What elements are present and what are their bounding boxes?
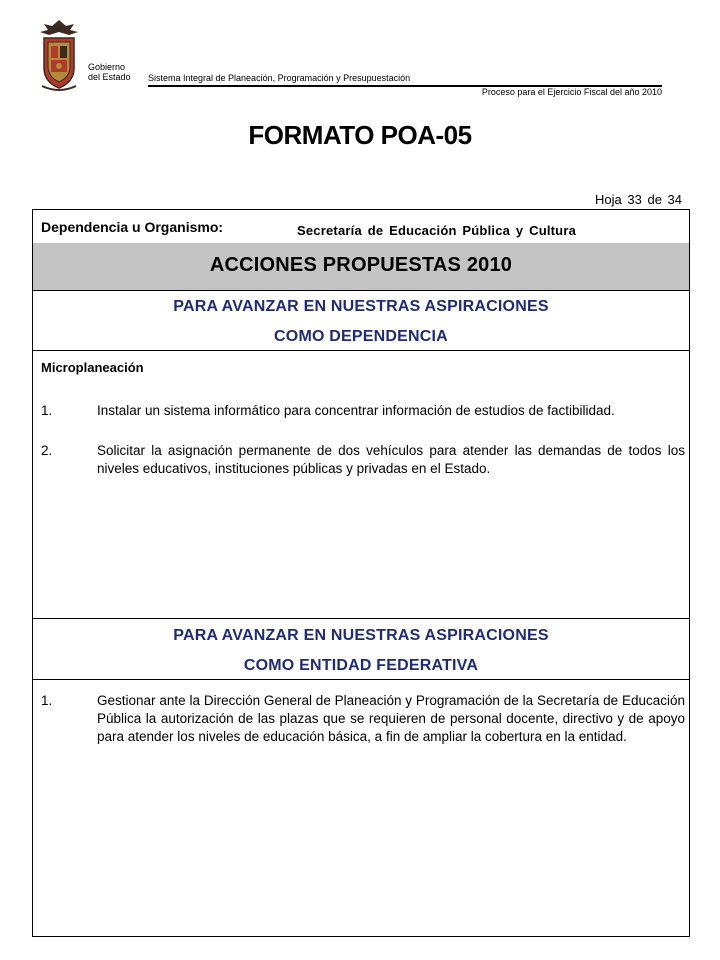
acciones-title: ACCIONES PROPUESTAS 2010 [209, 254, 513, 276]
section-dependencia-body [33, 350, 689, 618]
item-number: 2. [41, 443, 53, 458]
gobierno-label [88, 62, 131, 82]
proceso-label: Proceso para el Ejercicio Fiscal del año 2010 [481, 87, 662, 97]
page-title: FORMATO POA-05 [248, 120, 472, 150]
microplaneacion-subheading: Microplaneación [41, 360, 144, 375]
gobierno-line1: Gobierno [88, 62, 126, 72]
item-number: 1. [41, 403, 53, 418]
dependencia-value: Secretaría de Educación Pública y Cultura [297, 223, 577, 238]
state-seal-logo [34, 16, 84, 96]
list-item [41, 402, 685, 420]
item-number: 1. [41, 693, 53, 708]
gobierno-line2: del Estado [88, 72, 131, 82]
section-dependencia-line1: PARA AVANZAR EN NUESTRAS ASPIRACIONES [173, 298, 549, 315]
item-text: Instalar un sistema informático para concentrar información de estudios de factibilidad. [97, 403, 615, 418]
section-entidad-header [33, 619, 689, 680]
section-entidad-line1: PARA AVANZAR EN NUESTRAS ASPIRACIONES [173, 627, 549, 644]
dependencia-row [33, 210, 689, 244]
page-number: Hoja 33 de 34 [595, 192, 682, 207]
section-entidad-body [33, 680, 689, 936]
section-dependencia-header [33, 290, 689, 351]
dependencia-label: Dependencia u Organismo: [41, 219, 224, 235]
form-frame [32, 209, 690, 937]
list-item [41, 442, 685, 478]
section-dependencia-line2: COMO DEPENDENCIA [274, 328, 448, 345]
section-entidad-line2: COMO ENTIDAD FEDERATIVA [243, 657, 479, 674]
sistema-label: Sistema Integral de Planeación, Programación y Presupuestación [148, 73, 411, 83]
item-text: Gestionar ante la Dirección General de Planeación y Programación de la Secretaría de Educación Pública la autorización de las plazas que se requieren de personal docente, directivo y de apoyo para atender los niveles de educación básica, a fin de ampliar la cobertura en la entidad. [97, 693, 685, 744]
acciones-band [33, 243, 689, 291]
item-text: Solicitar la asignación permanente de dos vehículos para atender las demandas de todos los niveles educativos, instituciones públicas y privadas en el Estado. [97, 443, 685, 476]
list-item [41, 692, 685, 746]
